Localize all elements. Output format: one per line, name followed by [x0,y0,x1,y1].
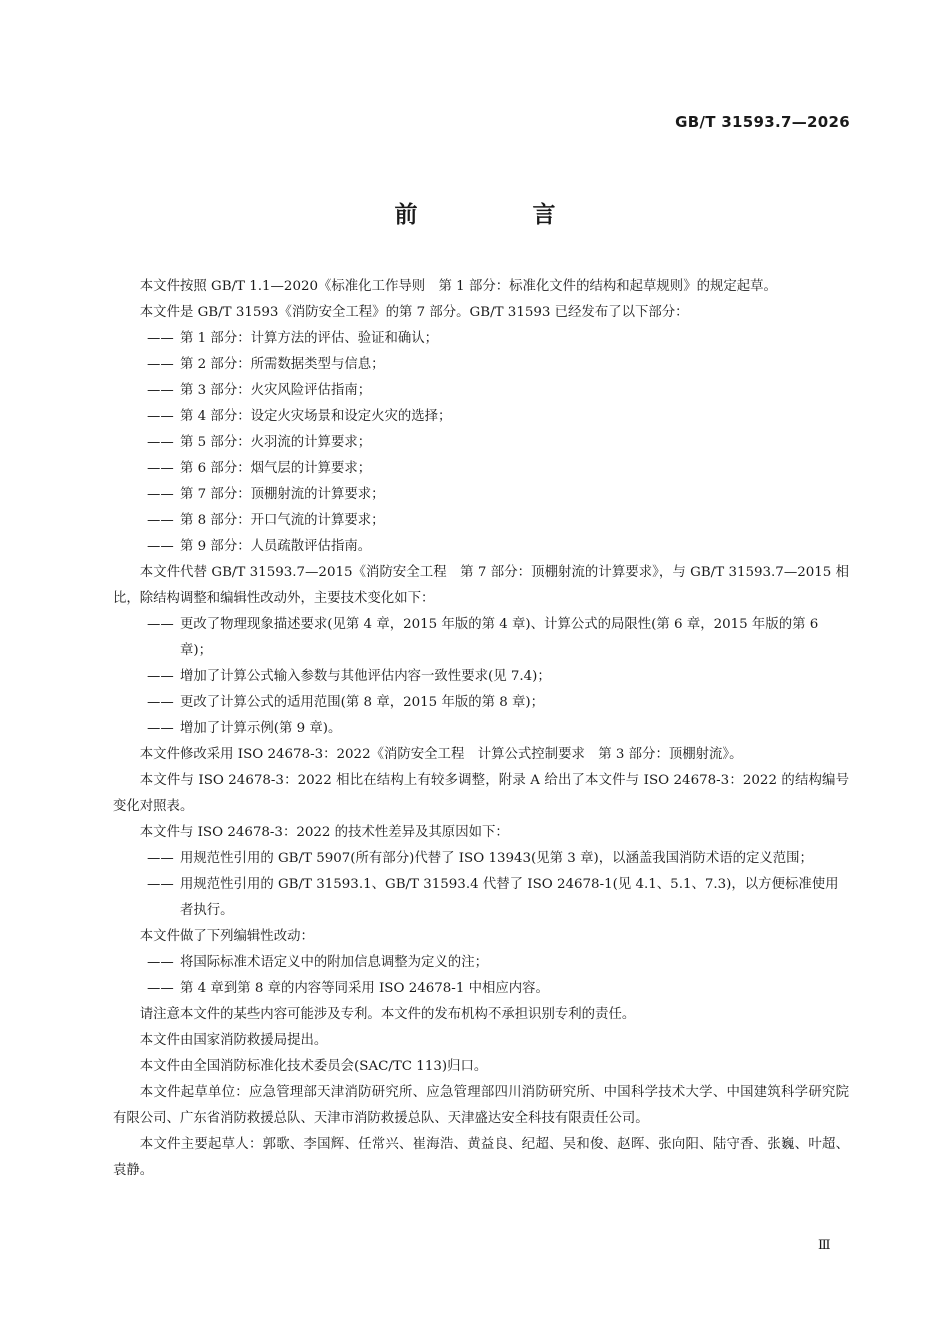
dash-mark: —— [147,981,174,996]
paragraph-drafters: 本文件主要起草人：郭歌、李国辉、任常兴、崔海浩、黄益良、纪超、吴和俊、赵晖、张向阳、陆守香、张巍、叶超、袁静。 [113,1137,849,1178]
dash-mark: —— [147,331,174,346]
paragraph-adoption: 本文件修改采用 ISO 24678-3：2022《消防安全工程 计算公式控制要求 第 3 部分：顶棚射流》。 [139,747,743,762]
list-item: —— 第 8 部分：开口气流的计算要求； [113,508,849,534]
dash-mark: —— [147,461,174,476]
standard-code: GB/T 31593.7—2026 [675,113,850,131]
dash-mark: —— [147,487,174,502]
list-item: —— 第 4 部分：设定火灾场景和设定火灾的选择； [113,404,849,430]
list-item: —— 第 1 部分：计算方法的评估、验证和确认； [113,326,849,352]
list-item: —— 第 6 部分：烟气层的计算要求； [113,456,849,482]
list-item: —— 第 4 章到第 8 章的内容等同采用 ISO 24678-1 中相应内容。 [113,976,849,1002]
dash-mark: —— [147,435,174,450]
dash-mark: —— [147,383,174,398]
changes-list [113,612,849,742]
differences-list [113,846,849,924]
list-item: —— 用规范性引用的 GB/T 31593.1、GB/T 31593.4 代替了 ISO 24678-1(见 4.1、5.1、7.3)，以方便标准使用者执行。 [113,872,849,924]
list-item: —— 将国际标准术语定义中的附加信息调整为定义的注； [113,950,849,976]
dash-mark: —— [147,539,174,554]
paragraph-patent-notice: 请注意本文件的某些内容可能涉及专利。本文件的发布机构不承担识别专利的责任。 [139,1007,636,1022]
list-item: —— 增加了计算示例(第 9 章)。 [113,716,849,742]
list-item: —— 第 7 部分：顶棚射流的计算要求； [113,482,849,508]
paragraph-series-intro: 本文件是 GB/T 31593《消防安全工程》的第 7 部分。GB/T 31593 已经发布了以下部分： [139,305,689,320]
edits-list [113,950,849,1002]
paragraph-structure-comparison: 本文件与 ISO 24678-3：2022 相比在结构上有较多调整，附录 A 给出了本文件与 ISO 24678-3：2022 的结构编号变化对照表。 [113,773,849,814]
dash-mark: —— [147,409,174,424]
parts-list [113,326,849,560]
dash-mark: —— [147,877,174,892]
dash-mark: —— [147,695,174,710]
dash-mark: —— [147,955,174,970]
page-title: 前 言 [394,202,602,228]
dash-mark: —— [147,669,174,684]
list-item: —— 第 2 部分：所需数据类型与信息； [113,352,849,378]
list-item: —— 第 5 部分：火羽流的计算要求； [113,430,849,456]
list-item: —— 更改了物理现象描述要求(见第 4 章，2015 年版的第 4 章)、计算公式的局限性(第 6 章，2015 年版的第 6 章)； [113,612,849,664]
list-item: —— 第 9 部分：人员疏散评估指南。 [113,534,849,560]
paragraph-drafting-units: 本文件起草单位：应急管理部天津消防研究所、应急管理部四川消防研究所、中国科学技术大学、中国建筑科学研究院有限公司、广东省消防救援总队、天津市消防救援总队、天津盛达安全科技有限责任公司。 [113,1085,849,1126]
dash-mark: —— [147,851,174,866]
paragraph-proposer: 本文件由国家消防救援局提出。 [139,1033,328,1048]
list-item: —— 增加了计算公式输入参数与其他评估内容一致性要求(见 7.4)； [113,664,849,690]
paragraph-drafting-rules: 本文件按照 GB/T 1.1—2020《标准化工作导则 第 1 部分：标准化文件的结构和起草规则》的规定起草。 [139,279,777,294]
dash-mark: —— [147,357,174,372]
dash-mark: —— [147,513,174,528]
paragraph-replacement: 本文件代替 GB/T 31593.7—2015《消防安全工程 第 7 部分：顶棚射流的计算要求》，与 GB/T 31593.7—2015 相比，除结构调整和编辑性改动外，主要技术变化如下： [113,565,849,606]
paragraph-committee: 本文件由全国消防标准化技术委员会(SAC/TC 113)归口。 [139,1059,488,1074]
foreword-body [113,274,849,1184]
page-number: Ⅲ [818,1238,831,1253]
list-item: —— 用规范性引用的 GB/T 5907(所有部分)代替了 ISO 13943(见第 3 章)，以涵盖我国消防术语的定义范围； [113,846,849,872]
dash-mark: —— [147,721,174,736]
paragraph-editorial-changes: 本文件做了下列编辑性改动： [139,929,314,944]
paragraph-technical-differences: 本文件与 ISO 24678-3：2022 的技术性差异及其原因如下： [139,825,509,840]
dash-mark: —— [147,617,174,632]
list-item: —— 第 3 部分：火灾风险评估指南； [113,378,849,404]
list-item: —— 更改了计算公式的适用范围(第 8 章，2015 年版的第 8 章)； [113,690,849,716]
